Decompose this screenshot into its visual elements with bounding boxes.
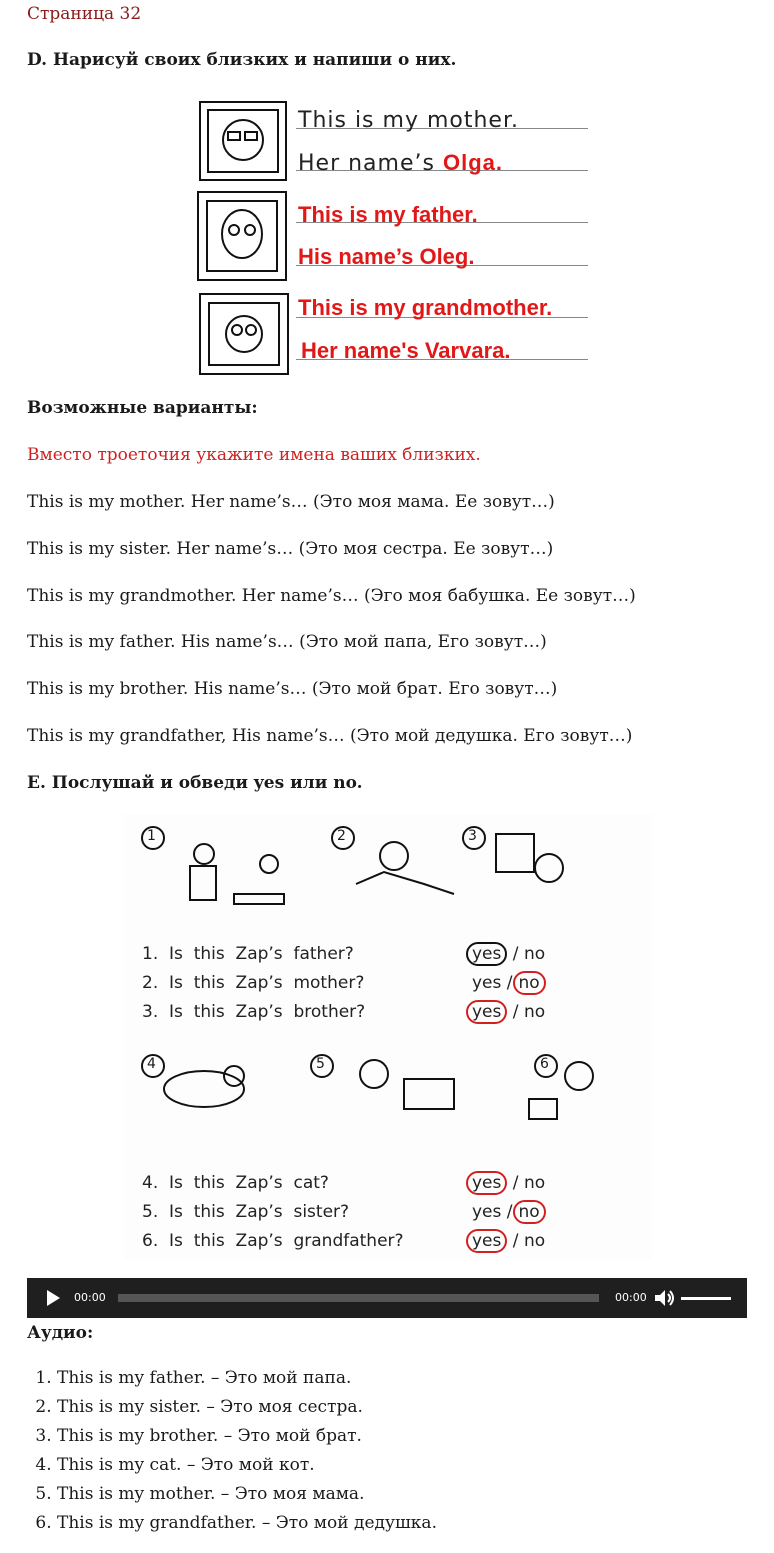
list-item: 1. This is my father. – Это мой папа. [57,1364,437,1393]
picture-number-6: 6 [540,1056,549,1072]
question-4: 4. Is this Zap’s cat? [142,1173,329,1193]
answer-3-yes-circled: yes [466,1000,507,1024]
answer-5-no-circled: no [513,1200,546,1224]
section-d-heading: D. Нарисуй своих близких и напиши о них. [27,50,457,70]
variant-line: This is my father. His name’s… (Это мой папа, Его зовут…) [27,632,547,652]
worksheet-d-answer-grandmother: This is my grandmother. [298,295,553,320]
worksheet-e [124,814,652,1259]
variant-line: This is my brother. His name’s… (Это мой брат. Его зовут…) [27,679,558,699]
worksheet-d-answer-father-name: His name’s Oleg. [298,244,475,269]
picture-number-4: 4 [147,1056,156,1072]
variant-line: This is my sister. Her name’s… (Это моя сестра. Ее зовут…) [27,539,554,559]
volume-slider[interactable] [681,1297,731,1300]
question-6: 6. Is this Zap’s grandfather? [142,1231,404,1251]
picture-number-5: 5 [316,1056,325,1072]
variant-line: This is my mother. Her name’s… (Это моя мама. Ее зовут…) [27,492,555,512]
list-item: 2. This is my sister. – Это моя сестра. [57,1393,437,1422]
answer-1: yes / no [466,944,545,964]
variants-heading: Возможные варианты: [27,398,258,418]
page-label: Страница 32 [27,4,142,24]
worksheet-d-answer-father: This is my father. [298,202,478,227]
picture-number-3: 3 [468,828,477,844]
answer-4: yes / no [466,1173,545,1193]
worksheet-d [188,92,592,378]
answer-2-no-circled: no [513,971,546,995]
answer-1-yes-circled: yes [466,942,507,966]
play-icon[interactable] [45,1289,61,1307]
answer-5: yes / no [472,1202,546,1222]
volume-icon[interactable] [654,1289,676,1307]
question-3: 3. Is this Zap’s brother? [142,1002,366,1022]
variants-hint: Вместо троеточия укажите имена ваших близких. [27,445,481,465]
question-1: 1. Is this Zap’s father? [142,944,354,964]
list-item: 4. This is my cat. – Это мой кот. [57,1451,437,1480]
picture-number-1: 1 [147,828,156,844]
answer-6: yes / no [466,1231,545,1251]
family-portraits-illustration [188,92,592,378]
worksheet-d-line-1: This is my mother. [298,108,519,133]
answer-6-yes-circled: yes [466,1229,507,1253]
answer-3: yes / no [466,1002,545,1022]
answer-4-yes-circled: yes [466,1171,507,1195]
question-5: 5. Is this Zap’s sister? [142,1202,350,1222]
seek-bar[interactable] [118,1294,599,1302]
question-2: 2. Is this Zap’s mother? [142,973,365,993]
section-e-heading: E. Послушай и обведи yes или no. [27,773,363,793]
audio-transcript-list [27,1364,437,1538]
list-item: 6. This is my grandfather. – Это мой дедушка. [57,1509,437,1538]
worksheet-d-line-2 [298,150,503,176]
duration-time: 00:00 [615,1291,647,1304]
list-item: 3. This is my brother. – Это мой брат. [57,1422,437,1451]
worksheet-d-answer-grandmother-name: Her name's Varvara. [301,338,511,363]
current-time: 00:00 [74,1291,106,1304]
variant-line: This is my grandfather, His name’s… (Это мой дедушка. Его зовут…) [27,726,633,746]
worksheet-d-line-2-prefix: Her name’s [298,151,443,176]
list-item: 5. This is my mother. – Это моя мама. [57,1480,437,1509]
audio-heading: Аудио: [27,1323,94,1343]
audio-player [27,1278,747,1318]
variant-line: This is my grandmother. Her name’s… (Эго моя бабушка. Ее зовут…) [27,586,636,606]
picture-number-2: 2 [337,828,346,844]
answer-2: yes / no [472,973,546,993]
worksheet-d-answer-olga: Olga. [442,150,503,175]
